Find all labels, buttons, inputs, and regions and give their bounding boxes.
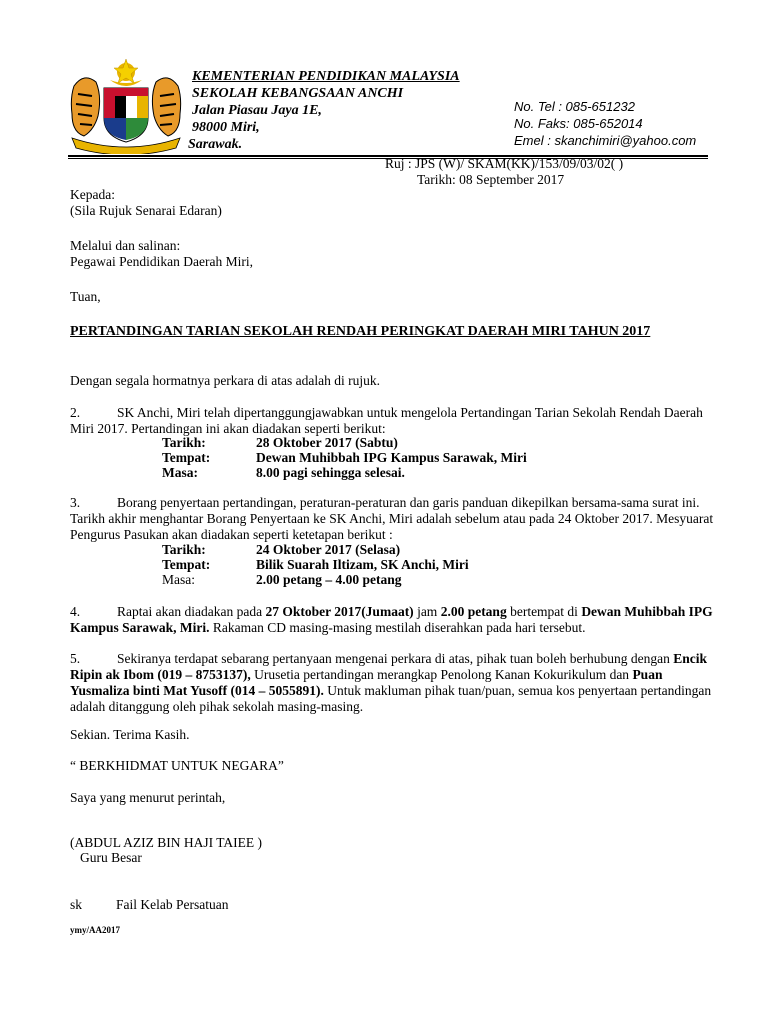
schedule-value: 8.00 pagi sehingga selesai. (256, 465, 405, 480)
sekian: Sekian. Terima Kasih. (70, 727, 190, 742)
schedule-key: Masa: (162, 572, 195, 587)
contact-person-1: Encik Ripin ak Ibom (019 – 8753137), (70, 651, 708, 682)
reference-number: Ruj : JPS (W)/ SKAM(KK)/153/09/03/02( ) (385, 156, 624, 171)
letter-date: Tarikh: 08 September 2017 (417, 172, 565, 187)
paragraph-2 (70, 405, 715, 437)
text-run: Raptai akan diadakan pada (117, 604, 266, 619)
schedule-row (162, 450, 527, 465)
text-run: Rakaman CD masing-masing mestilah diserahkan pada hari tersebut. (209, 620, 586, 635)
paragraph-3 (70, 495, 715, 543)
pegawai: Pegawai Pendidikan Daerah Miri, (70, 254, 253, 269)
melalui: Melalui dan salinan: (70, 238, 181, 253)
schedule-value: Dewan Muhibbah IPG Kampus Sarawak, Miri (256, 450, 527, 465)
signatory-name: (ABDUL AZIZ BIN HAJI TAIEE ) (70, 835, 263, 850)
paragraph-number: 3. (70, 495, 81, 510)
paragraph-5 (70, 651, 715, 715)
schedule-row (162, 542, 469, 557)
salutation: Tuan, (70, 289, 101, 304)
paragraph-number: 5. (70, 651, 81, 666)
copy-recipient: Fail Kelab Persatuan (116, 897, 229, 912)
kepada: Kepada: (70, 187, 115, 202)
event-schedule (162, 435, 527, 480)
rehearsal-date: 27 Oktober 2017(Jumaat) (265, 604, 414, 619)
paragraph-number: 4. (70, 604, 81, 619)
schedule-row (162, 572, 469, 587)
text-run: Urusetia pertandingan merangkap Penolong Kanan Kokurikulum dan (250, 667, 633, 682)
letter-title: PERTANDINGAN TARIAN SEKOLAH RENDAH PERINGKAT DAERAH MIRI TAHUN 2017 (70, 324, 651, 339)
address-line-2: 98000 Miri, (192, 120, 260, 135)
schedule-key: Tempat: (162, 557, 211, 572)
schedule-row (162, 557, 469, 572)
document-code: ymy/AA2017 (70, 925, 120, 935)
rehearsal-time: 2.00 petang (440, 604, 507, 619)
perintah: Saya yang menurut perintah, (70, 790, 226, 805)
schedule-key: Masa: (162, 465, 198, 480)
paragraph-text: SK Anchi, Miri telah dipertanggungjawabkan untuk mengelola Pertandingan Tarian Sekolah Rendah Daerah Miri 2017. Pertandingan ini akan diadakan seperti berikut: (70, 405, 703, 436)
malaysia-crest-icon (66, 58, 186, 154)
schedule-row (162, 465, 527, 480)
address-line-3: Sarawak. (188, 137, 243, 152)
schedule-value: 28 Oktober 2017 (Sabtu) (256, 435, 398, 450)
schedule-key: Tempat: (162, 450, 211, 465)
meeting-schedule (162, 542, 469, 587)
signatory-title: Guru Besar (80, 850, 142, 865)
faks: No. Faks: 085-652014 (514, 116, 643, 131)
school-name: SEKOLAH KEBANGSAAN ANCHI (192, 86, 404, 101)
tel: No. Tel : 085-651232 (514, 99, 635, 114)
rehearsal-venue: Dewan Muhibbah IPG Kampus Sarawak, Miri. (70, 604, 713, 635)
intro-text: Dengan segala hormatnya perkara di atas adalah di rujuk. (70, 373, 380, 388)
motto: “ BERKHIDMAT UNTUK NEGARA” (70, 758, 284, 773)
paragraph-text: Borang penyertaan pertandingan, peraturan-peraturan dan garis panduan dikepilkan bersama-sama surat ini. Tarikh akhir menghantar Borang Penyertaan ke SK Anchi, Miri adalah sebelum atau pada 24 Oktober 2017. Mesyuarat Pengurus Pasukan akan diadakan seperti ketetapan berikut : (70, 495, 714, 542)
sk-label: sk (70, 897, 83, 912)
paragraph-number: 2. (70, 405, 81, 420)
contact-person-2: Puan Yusmaliza binti Mat Yusoff (014 – 5055891). (70, 667, 663, 698)
schedule-key: Tarikh: (162, 435, 206, 450)
schedule-value: Bilik Suarah Iltizam, SK Anchi, Miri (256, 557, 469, 572)
schedule-key: Tarikh: (162, 542, 206, 557)
paragraph-4 (70, 604, 715, 636)
schedule-row (162, 435, 527, 450)
ministry-name: KEMENTERIAN PENDIDIKAN MALAYSIA (192, 69, 460, 84)
address-line-1: Jalan Piasau Jaya 1E, (192, 103, 322, 118)
emel: Emel : skanchimiri@yahoo.com (514, 133, 697, 148)
text-run: jam (413, 604, 441, 619)
text-run: Untuk makluman pihak tuan/puan, semua kos penyertaan pertandingan adalah ditanggung oleh pihak sekolah masing-masing. (70, 683, 712, 714)
text-run: bertempat di (506, 604, 582, 619)
schedule-value: 24 Oktober 2017 (Selasa) (256, 542, 401, 557)
text-run: Sekiranya terdapat sebarang pertanyaan mengenai perkara di atas, pihak tuan boleh berhubung dengan (117, 651, 674, 666)
rujuk-senarai: (Sila Rujuk Senarai Edaran) (70, 203, 222, 218)
schedule-value: 2.00 petang – 4.00 petang (256, 572, 402, 587)
